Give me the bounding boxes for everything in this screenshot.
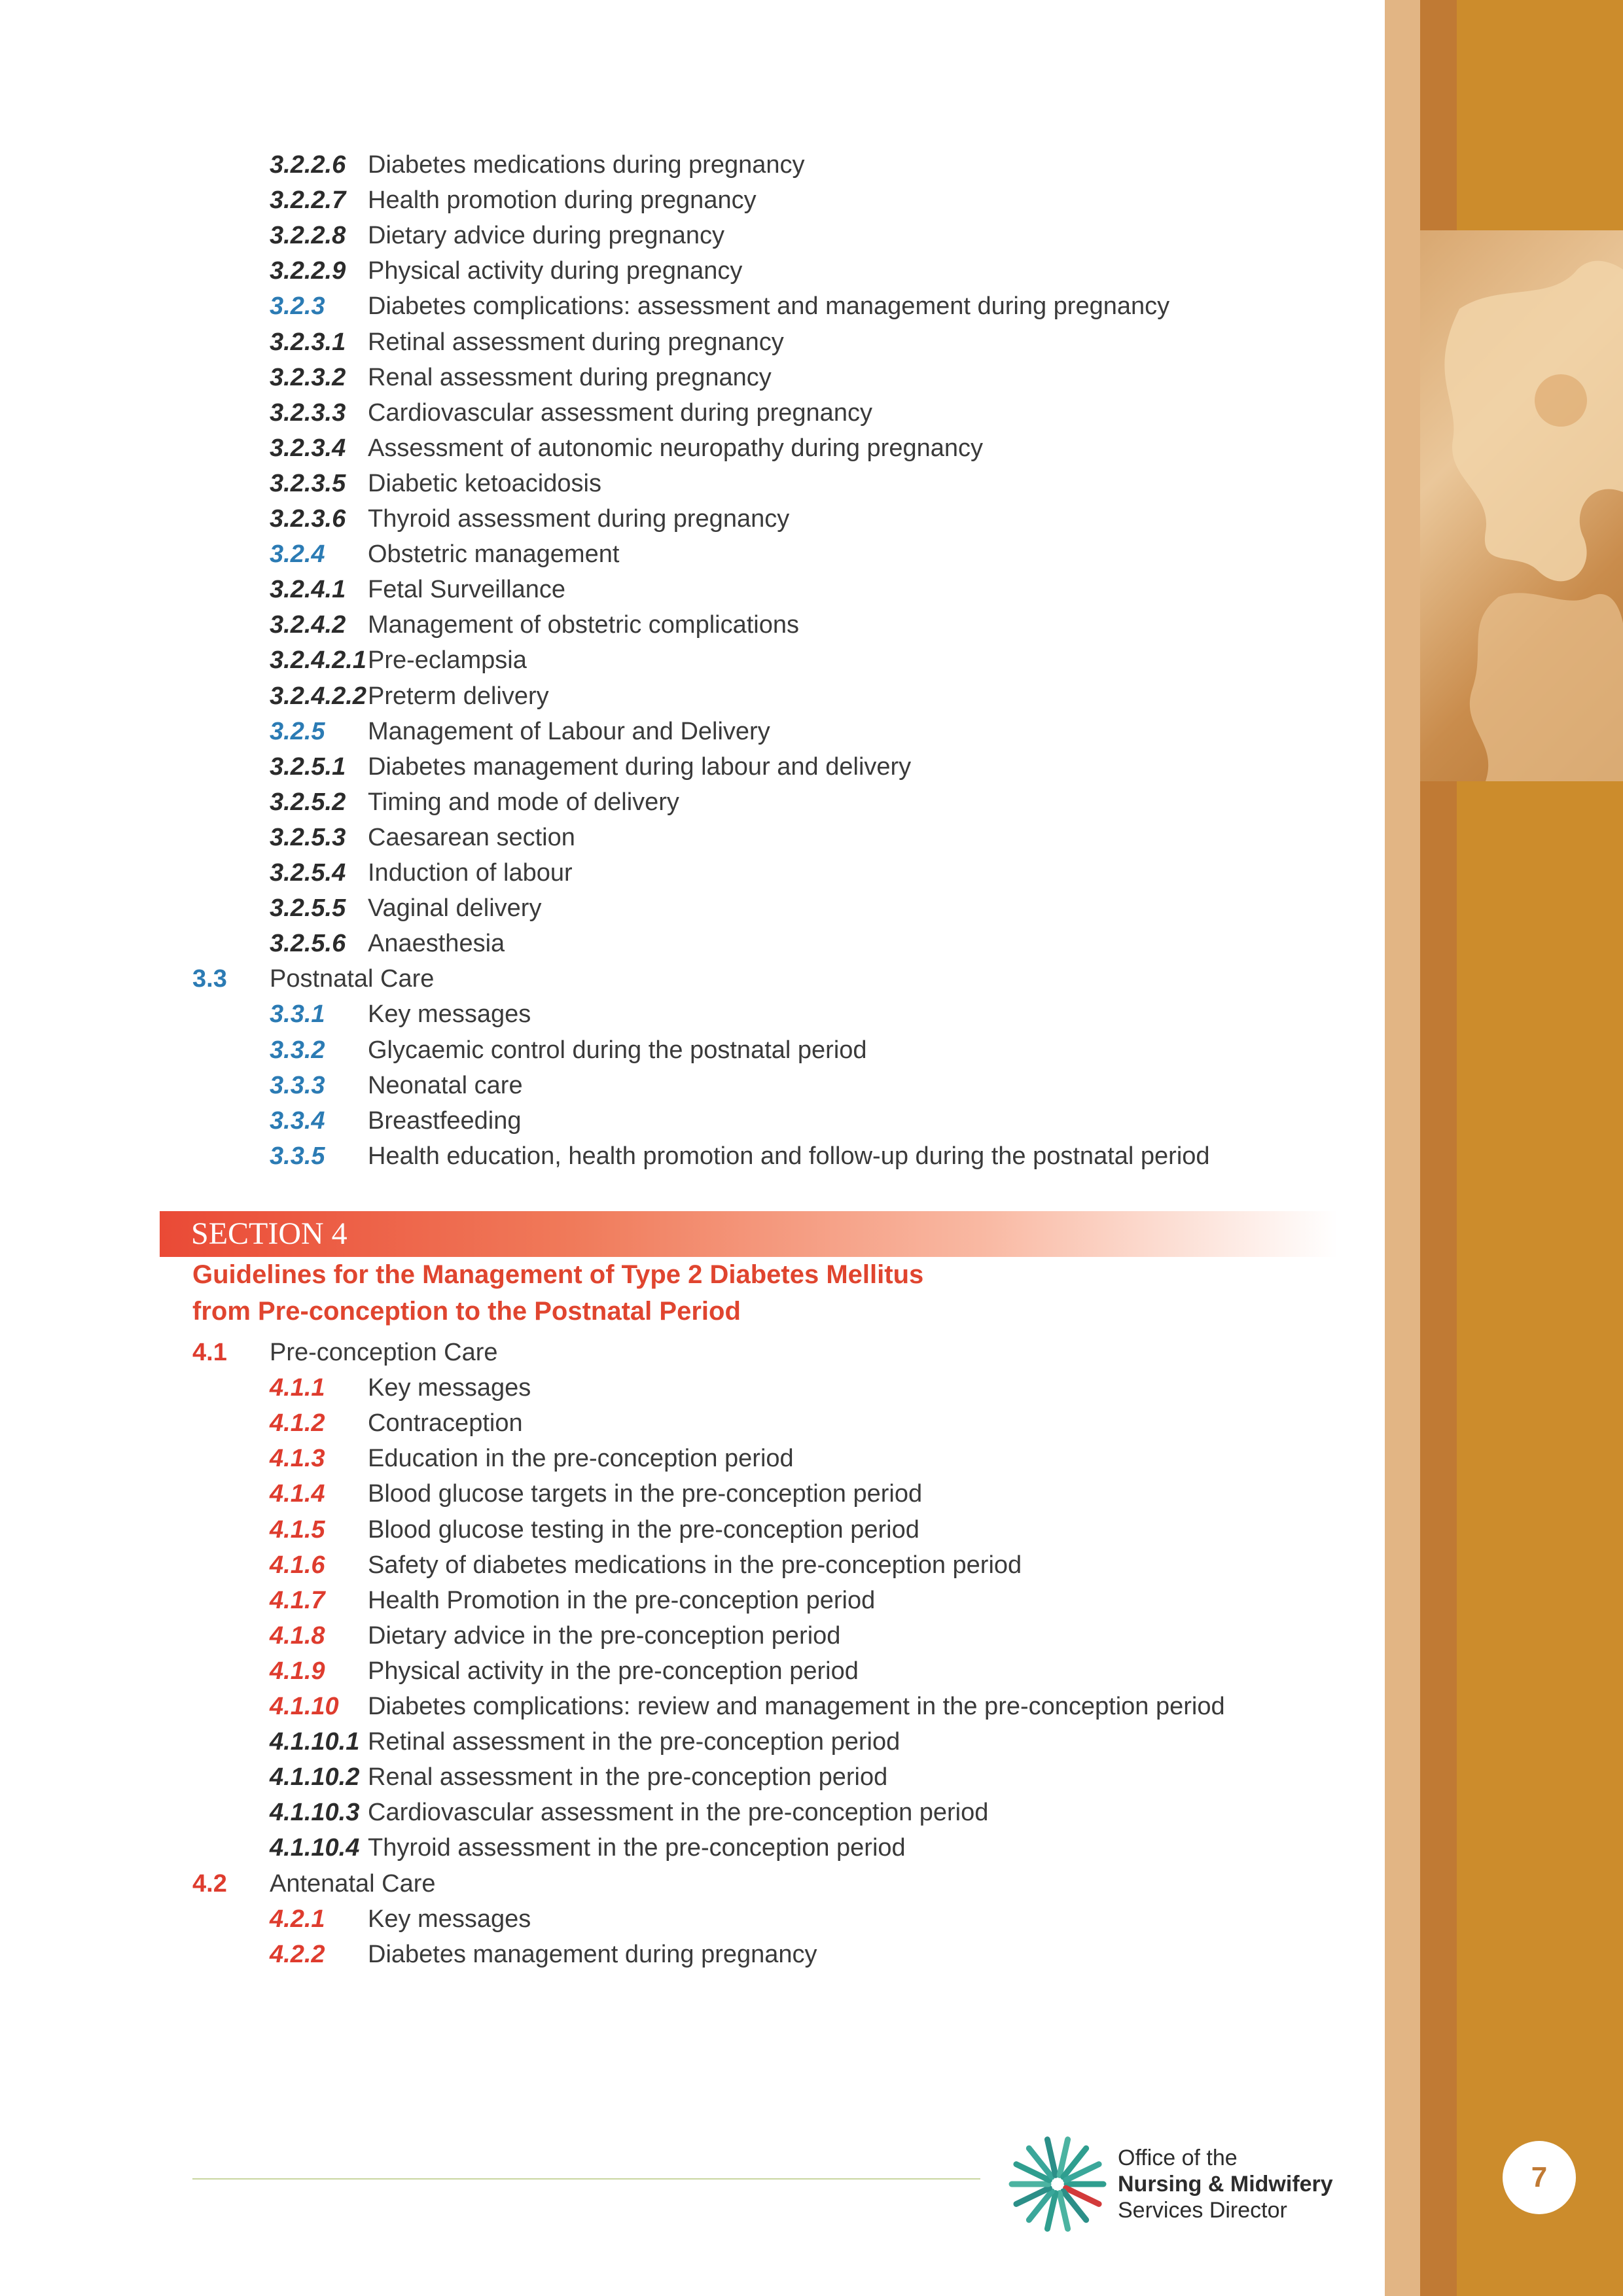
toc-entry-number: 3.2.4.1: [270, 576, 346, 604]
toc-entry-number: 3.2.3.6: [270, 505, 346, 533]
toc-entry-label: Antenatal Care: [270, 1869, 436, 1898]
toc-entry-number: 4.1.10.3: [270, 1799, 360, 1827]
logo-text-line-2: Nursing & Midwifery: [1118, 2172, 1333, 2197]
toc-entry-label: Health education, health promotion and follow-up during the postnatal period: [368, 1142, 1210, 1170]
toc-entry-number: 4.1.1: [270, 1374, 325, 1402]
toc-entry-label: Preterm delivery: [368, 682, 549, 710]
toc-entry-label: Management of Labour and Delivery: [368, 717, 770, 745]
page-number: 7: [1503, 2141, 1576, 2214]
toc-entry-label: Key messages: [368, 1905, 531, 1933]
toc-entry-label: Postnatal Care: [270, 965, 435, 993]
toc-entry-number: 3.2.3: [270, 292, 325, 321]
toc-entry-number: 3.2.5.5: [270, 894, 346, 923]
toc-entry-number: 4.1.10.1: [270, 1728, 360, 1756]
logo-text: [1118, 2145, 1333, 2223]
toc-entry-number: 3.2.2.6: [270, 151, 346, 179]
toc-entry-label: Assessment of autonomic neuropathy during pregnancy: [368, 434, 983, 462]
section-title-line-2: from Pre-conception to the Postnatal Period: [192, 1297, 741, 1326]
toc-entry-label: Timing and mode of delivery: [368, 788, 679, 816]
toc-entry-label: Retinal assessment during pregnancy: [368, 328, 784, 356]
toc-entry-label: Caesarean section: [368, 823, 575, 851]
section-label: SECTION 4: [191, 1216, 348, 1251]
puzzle-image: [1420, 230, 1623, 781]
toc-entry-label: Contraception: [368, 1409, 523, 1438]
toc-entry-number: 3.2.5.2: [270, 788, 346, 816]
toc-entry-number: 3.2.5.6: [270, 930, 346, 958]
toc-entry-label: Diabetes complications: assessment and management during pregnancy: [368, 292, 1170, 321]
toc-entry-label: Health Promotion in the pre-conception period: [368, 1586, 876, 1614]
decorative-band-light: [1385, 0, 1420, 2296]
logo-text-line-3: Services Director: [1118, 2198, 1287, 2223]
toc-entry-label: Diabetic ketoacidosis: [368, 469, 601, 497]
toc-entry-label: Diabetes management during pregnancy: [368, 1940, 817, 1968]
toc-entry-number: 4.1.5: [270, 1515, 325, 1544]
toc-entry-label: Blood glucose targets in the pre-conception period: [368, 1480, 923, 1508]
toc-entry-label: Thyroid assessment in the pre-conception period: [368, 1834, 906, 1862]
toc-entry-label: Health promotion during pregnancy: [368, 186, 757, 215]
toc-entry-number: 3.3.2: [270, 1036, 325, 1064]
toc-entry-label: Renal assessment during pregnancy: [368, 363, 772, 391]
toc-entry-number: 3.2.5.4: [270, 859, 346, 887]
toc-entry-label: Safety of diabetes medications in the pre-conception period: [368, 1551, 1022, 1579]
toc-entry-number: 3.2.3.3: [270, 398, 346, 427]
toc-entry-number: 3.2.3.1: [270, 328, 346, 356]
toc-entry-number: 4.1.10.4: [270, 1834, 360, 1862]
toc-entry-label: Thyroid assessment during pregnancy: [368, 505, 790, 533]
toc-entry-label: Pre-eclampsia: [368, 646, 527, 675]
toc-entry-number: 3.2.4.2.1: [270, 646, 366, 675]
toc-entry-label: Breastfeeding: [368, 1106, 522, 1135]
toc-entry-number: 3.2.5.1: [270, 752, 346, 781]
toc-entry-label: Key messages: [368, 1000, 531, 1029]
toc-entry-label: Cardiovascular assessment in the pre-conception period: [368, 1799, 989, 1827]
toc-entry-label: Dietary advice in the pre-conception period: [368, 1621, 841, 1650]
toc-entry-label: Physical activity in the pre-conception period: [368, 1657, 859, 1685]
toc-entry-number: 4.1.8: [270, 1621, 325, 1650]
toc-entry-number: 4.1: [192, 1339, 227, 1366]
logo-text-line-1: Office of the: [1118, 2146, 1238, 2170]
toc-entry-label: Management of obstetric complications: [368, 611, 799, 639]
toc-entry-number: 3.2.4: [270, 540, 325, 569]
toc-entry-number: 4.1.7: [270, 1586, 325, 1614]
toc-entry-label: Induction of labour: [368, 859, 573, 887]
toc-entry-number: 4.1.4: [270, 1480, 325, 1508]
toc-entry-number: 4.2.1: [270, 1905, 325, 1933]
toc-entry-label: Glycaemic control during the postnatal period: [368, 1036, 867, 1064]
toc-entry-label: Education in the pre-conception period: [368, 1445, 794, 1473]
toc-entry-number: 4.2: [192, 1869, 227, 1898]
toc-entry-label: Vaginal delivery: [368, 894, 542, 923]
toc-entry-label: Dietary advice during pregnancy: [368, 222, 724, 250]
toc-entry-label: Key messages: [368, 1374, 531, 1402]
footer-divider: [192, 2178, 980, 2180]
toc-entry-number: 4.1.6: [270, 1551, 325, 1579]
toc-entry-number: 3.2.4.2: [270, 611, 346, 639]
toc-entry-number: 3.3.1: [270, 1000, 325, 1029]
toc-entry-number: 4.2.2: [270, 1940, 325, 1968]
toc-entry-number: 4.1.3: [270, 1445, 325, 1473]
toc-entry-number: 3.2.3.5: [270, 469, 346, 497]
section-title-line-1: Guidelines for the Management of Type 2 Diabetes Mellitus: [192, 1260, 924, 1289]
toc-entry-label: Diabetes management during labour and delivery: [368, 752, 912, 781]
toc-entry-number: 3.2.5.3: [270, 823, 346, 851]
toc-entry-label: Blood glucose testing in the pre-conception period: [368, 1515, 919, 1544]
toc-entry-number: 4.1.10: [270, 1693, 339, 1720]
toc-entry-label: Renal assessment in the pre-conception period: [368, 1763, 888, 1792]
toc-entry-number: 4.1.9: [270, 1657, 325, 1685]
toc-entry-label: Diabetes complications: review and management in the pre-conception period: [368, 1693, 1225, 1720]
onmsd-logo-icon: [1005, 2132, 1110, 2236]
toc-entry-label: Anaesthesia: [368, 930, 505, 958]
toc-entry-number: 3.3: [192, 965, 227, 993]
toc-entry-number: 3.3.5: [270, 1142, 325, 1170]
toc-entry-label: Fetal Surveillance: [368, 576, 566, 604]
toc-entry-number: 4.1.10.2: [270, 1763, 360, 1792]
toc-entry-label: Neonatal care: [368, 1071, 523, 1099]
toc-entry-label: Diabetes medications during pregnancy: [368, 151, 805, 179]
toc-entry-label: Cardiovascular assessment during pregnancy: [368, 398, 872, 427]
toc-entry-number: 3.2.3.2: [270, 363, 346, 391]
toc-entry-number: 4.1.2: [270, 1409, 325, 1438]
toc-entry-number: 3.2.2.8: [270, 222, 346, 250]
toc-entry-number: 3.3.3: [270, 1071, 325, 1099]
toc-entry-number: 3.3.4: [270, 1106, 325, 1135]
toc-entry-number: 3.2.4.2.2: [270, 682, 366, 710]
toc-entry-number: 3.2.3.4: [270, 434, 346, 462]
toc-entry-number: 3.2.2.9: [270, 257, 346, 285]
toc-entry-label: Pre-conception Care: [270, 1339, 498, 1366]
toc-entry-number: 3.2.2.7: [270, 186, 346, 215]
toc-entry-label: Physical activity during pregnancy: [368, 257, 743, 285]
toc-entry-label: Obstetric management: [368, 540, 620, 569]
toc-entry-number: 3.2.5: [270, 717, 325, 745]
toc-entry-label: Retinal assessment in the pre-conception period: [368, 1728, 901, 1756]
